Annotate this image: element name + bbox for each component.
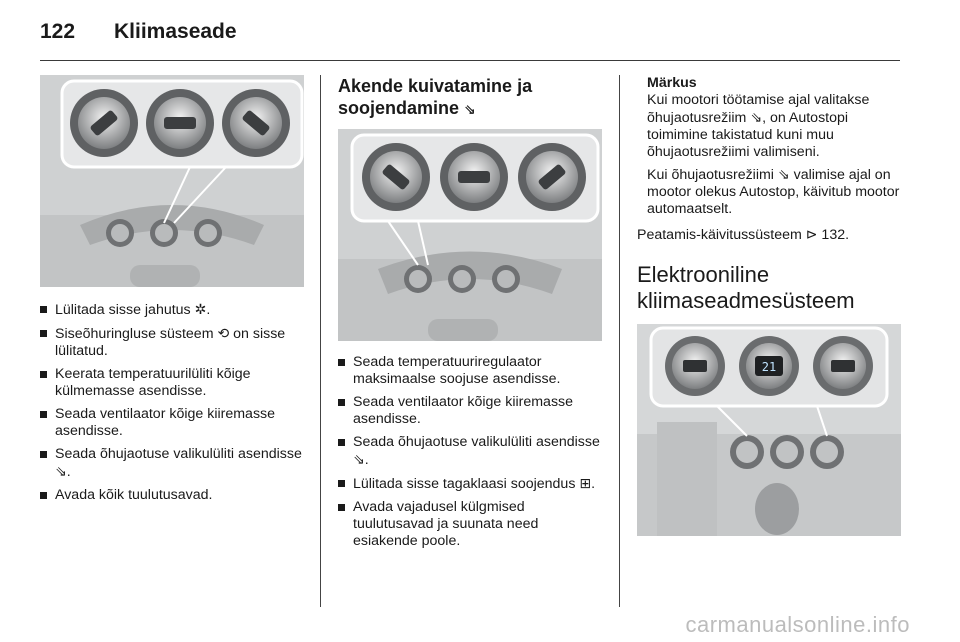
column-1 bbox=[40, 75, 304, 510]
column-divider bbox=[619, 75, 620, 607]
climate-panel-photo-3 bbox=[637, 324, 901, 536]
list-item: Seada ventilaator kõige kiiremasse asendisse. bbox=[338, 394, 602, 428]
column-3 bbox=[637, 75, 901, 536]
windscreen-defrost-icon: ⇘ bbox=[464, 101, 476, 117]
cross-reference: Peatamis-käivitussüsteem ⊳ 132. bbox=[637, 226, 850, 243]
chapter-title: Kliimaseade bbox=[114, 20, 237, 43]
climate-panel-illustration bbox=[338, 129, 602, 341]
page-number: 122 bbox=[40, 20, 76, 43]
watermark: carmanualsonline.info bbox=[685, 612, 910, 637]
windscreen-defrost-icon: ⇘ bbox=[777, 166, 790, 182]
section-title: Elektrooniline kliimaseadmesüsteem bbox=[637, 262, 855, 313]
list-item: Lülitada sisse jahutus ✲. bbox=[40, 301, 304, 319]
list-item: Seada temperatuuriregulaator maksimaalse soojuse asendisse. bbox=[338, 354, 602, 388]
list-item: Seada õhujaotuse valikulüliti asendisse ⇘. bbox=[338, 434, 602, 469]
list-item: Seada õhujaotuse valikulüliti asendisse ⇘. bbox=[40, 446, 304, 481]
climate-display-readout: 21 bbox=[761, 360, 777, 374]
recirculation-icon: ⟲ bbox=[217, 325, 230, 341]
page-header bbox=[40, 20, 900, 60]
list-item: Avada vajadusel külgmised tuulutusavad ja suunata need esiakende poole. bbox=[338, 499, 602, 550]
climate-panel-illustration bbox=[637, 324, 901, 536]
snowflake-icon: ✲ bbox=[194, 301, 207, 317]
page-reference-icon: ⊳ bbox=[805, 226, 818, 242]
column-2 bbox=[338, 75, 602, 556]
defrost-steps-list bbox=[338, 354, 602, 550]
rear-window-heating-icon: ⊞ bbox=[579, 475, 592, 491]
windscreen-defrost-icon: ⇘ bbox=[750, 109, 763, 125]
section-title: Akende kuivatamine ja soojendamine ⇘ bbox=[338, 76, 533, 118]
list-item: Seada ventilaator kõige kiiremasse asendisse. bbox=[40, 406, 304, 440]
climate-panel-illustration bbox=[40, 75, 304, 287]
climate-panel-photo-2 bbox=[338, 129, 602, 341]
list-item: Avada kõik tuulutusavad. bbox=[40, 487, 304, 504]
windscreen-defrost-icon: ⇘ bbox=[353, 451, 365, 467]
list-item: Lülitada sisse tagaklaasi soojendus ⊞. bbox=[338, 475, 602, 493]
note-paragraph: Kui õhujaotusrežiimi ⇘ valimise ajal on mootor olekus Autostop, käivitub mootor automaatselt. bbox=[647, 166, 900, 217]
list-item: Keerata temperatuurilüliti kõige külmemasse asendisse. bbox=[40, 366, 304, 400]
note-title: Märkus bbox=[647, 75, 697, 91]
air-distribution-icon: ⇘ bbox=[55, 463, 67, 479]
list-item: Siseõhuringluse süsteem ⟲ on sisse lülitatud. bbox=[40, 325, 304, 360]
cooling-steps-list bbox=[40, 301, 304, 504]
column-divider bbox=[320, 75, 321, 607]
note-box bbox=[647, 75, 901, 218]
climate-panel-photo-1 bbox=[40, 75, 304, 287]
header-rule bbox=[40, 60, 900, 61]
note-paragraph: Kui mootori töötamise ajal valitakse õhujaotusrežiim ⇘, on Autostopi toimimine takistatud kuni muu õhujaotusrežiimi valimiseni. bbox=[647, 92, 870, 160]
